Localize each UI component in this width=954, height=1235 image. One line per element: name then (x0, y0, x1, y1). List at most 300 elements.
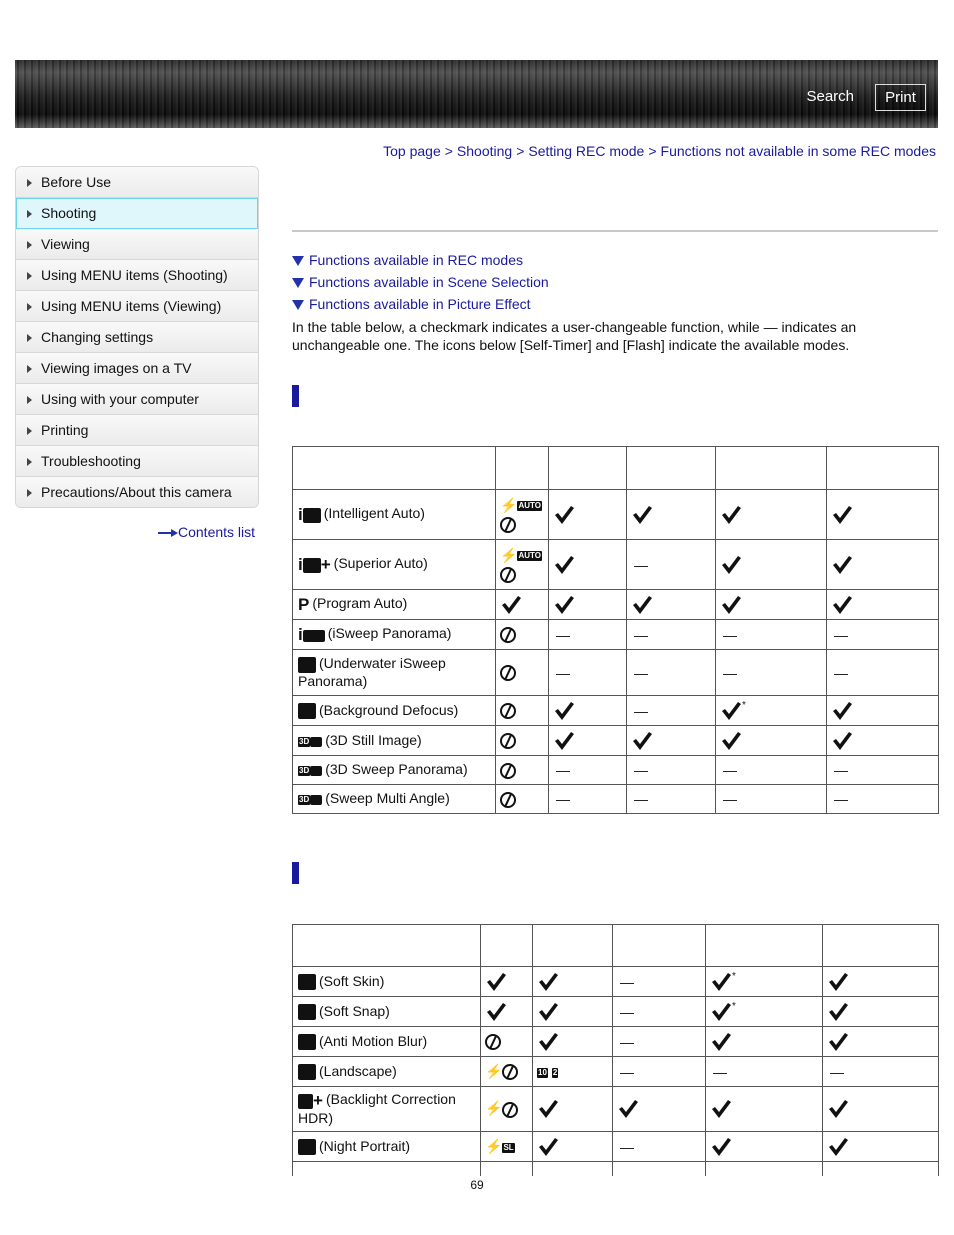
function-cell (496, 490, 549, 540)
icon-shape (303, 630, 325, 642)
sidebar-item-label: Using MENU items (Shooting) (41, 267, 228, 283)
anchor-link-rec-modes[interactable] (292, 252, 523, 268)
mode-name-cell (293, 490, 496, 540)
bolt-glyph: ⚡ (485, 1138, 503, 1155)
icon-shape (298, 1094, 313, 1109)
dash-mark: — (556, 762, 570, 778)
function-cell (613, 1027, 706, 1057)
table-row (293, 650, 939, 696)
sidebar-item-computer[interactable] (16, 384, 258, 415)
checkmark-icon (720, 594, 742, 616)
dash-mark: — (713, 1063, 727, 1080)
mode-name: (Superior Auto) (333, 555, 428, 572)
function-cell (496, 785, 549, 814)
empty-cell (481, 1162, 533, 1176)
triangle-right-icon (27, 489, 32, 497)
icon-box: 3D (299, 766, 310, 776)
search-link[interactable]: Search (806, 88, 854, 105)
icon-shape (310, 737, 322, 747)
function-cell (706, 1132, 823, 1162)
dash-mark: — (634, 702, 648, 719)
sidebar-item-menu-shooting[interactable] (16, 260, 258, 291)
sidebar-item-label: Shooting (41, 205, 97, 221)
flash-auto-icon (500, 546, 542, 565)
anchor-link-label: Functions available in Picture Effect (309, 296, 531, 312)
flash-off-icon (500, 517, 516, 533)
icon-shape (298, 657, 316, 673)
empty-cell (823, 1162, 939, 1176)
function-cell (549, 726, 627, 756)
mode-name: (Sweep Multi Angle) (325, 790, 450, 807)
triangle-right-icon (27, 303, 32, 311)
anti-motion-blur-icon (298, 1033, 316, 1050)
dash-mark: — (556, 626, 570, 643)
dash-mark: — (634, 791, 648, 807)
empty-cell (706, 1162, 823, 1176)
mode-name-cell (293, 726, 496, 756)
checkmark-icon (537, 1136, 559, 1158)
function-cell (823, 997, 939, 1027)
mode-name: (Underwater iSweep Panorama) (298, 655, 446, 689)
mode-name: (3D Still Image) (325, 731, 422, 748)
function-cell (716, 726, 827, 756)
icon-glyph: P (298, 594, 310, 614)
checkmark-icon (831, 554, 853, 576)
function-cell (627, 540, 716, 590)
contents-list-link[interactable] (158, 524, 255, 540)
function-cell (549, 696, 627, 726)
flash-off-icon (485, 1034, 501, 1050)
breadcrumb-separator: > (444, 143, 453, 159)
header-cell (827, 447, 939, 490)
checkmark-icon (720, 554, 742, 576)
dash-mark: — (634, 626, 648, 643)
header-bar (15, 60, 938, 128)
mode-name: (Intelligent Auto) (323, 505, 425, 522)
dash-mark: — (830, 1063, 844, 1080)
checkmark-icon (485, 971, 507, 993)
breadcrumb-separator: > (648, 143, 657, 159)
function-cell (706, 1027, 823, 1057)
sidebar-item-troubleshooting[interactable] (16, 446, 258, 477)
function-cell (627, 590, 716, 620)
function-cell (827, 650, 939, 696)
checkmark-icon (827, 1136, 849, 1158)
function-cell (706, 1087, 823, 1132)
sidebar-item-label: Using MENU items (Viewing) (41, 298, 222, 314)
footnote-asterisk: * (732, 1000, 736, 1012)
checkmark-icon (720, 700, 742, 722)
triangle-right-icon (27, 458, 32, 466)
triangle-right-icon (27, 334, 32, 342)
function-cell (533, 1057, 613, 1087)
function-cell (549, 620, 627, 650)
icon-shape (310, 766, 322, 776)
checkmark-icon (500, 594, 522, 616)
checkmark-icon (710, 1098, 732, 1120)
table-row (293, 620, 939, 650)
checkmark-icon (553, 504, 575, 526)
table-header-row (293, 447, 939, 490)
landscape-icon (298, 1063, 316, 1080)
header-cell (716, 447, 827, 490)
function-cell (481, 1132, 533, 1162)
mode-name: (Night Portrait) (319, 1137, 411, 1154)
function-cell (823, 1027, 939, 1057)
function-cell (533, 967, 613, 997)
self-timer-10-icon: 10 (538, 1067, 547, 1077)
dash-mark: — (634, 556, 648, 573)
dash-mark: — (620, 1033, 634, 1050)
mode-name-cell (293, 620, 496, 650)
dash-mark: — (556, 664, 570, 681)
breadcrumb-separator: > (516, 143, 525, 159)
bolt-glyph: ⚡ (500, 496, 518, 513)
self-timer-2-icon: 2 (552, 1067, 558, 1077)
function-cell (533, 1087, 613, 1132)
sidebar-item-label: Before Use (41, 174, 112, 190)
auto-label: SL (503, 1142, 514, 1152)
print-button[interactable]: Print (875, 84, 926, 111)
checkmark-icon (827, 1001, 849, 1023)
mode-name: (Soft Snap) (319, 1002, 390, 1019)
function-cell (481, 997, 533, 1027)
table-row (293, 756, 939, 785)
mode-name-cell (293, 967, 481, 997)
triangle-right-icon (27, 365, 32, 373)
dash-mark: — (834, 664, 848, 681)
table-row (293, 490, 939, 540)
function-cell (716, 756, 827, 785)
dash-mark: — (723, 791, 737, 807)
function-cell (716, 540, 827, 590)
section-heading-marker (292, 862, 299, 884)
function-cell (613, 1087, 706, 1132)
sidebar-item-shooting[interactable] (16, 198, 258, 229)
dash-mark: — (834, 762, 848, 778)
function-cell (716, 590, 827, 620)
flash-off-icon (502, 1102, 518, 1118)
function-cell (627, 490, 716, 540)
icon-shape (298, 1139, 316, 1155)
breadcrumb-current-page[interactable]: Functions not available in some REC modes (660, 143, 936, 159)
header-cell (496, 447, 549, 490)
function-cell (549, 650, 627, 696)
function-cell (496, 650, 549, 696)
flash-on-icon: ⚡ (485, 1062, 503, 1079)
function-cell (496, 726, 549, 756)
checkmark-icon (617, 1098, 639, 1120)
footnote-asterisk: * (742, 699, 746, 711)
flash-off-icon (500, 703, 516, 719)
flash-modes (500, 495, 548, 534)
function-cell (549, 756, 627, 785)
table-row (293, 785, 939, 814)
checkmark-icon (537, 1098, 559, 1120)
mode-name: (Anti Motion Blur) (319, 1032, 428, 1049)
function-cell (827, 490, 939, 540)
dash-mark: — (634, 762, 648, 778)
table-row (293, 540, 939, 590)
function-cell (613, 1057, 706, 1087)
checkmark-icon (827, 971, 849, 993)
checkmark-icon (720, 730, 742, 752)
function-cell (716, 696, 827, 726)
divider (292, 230, 938, 232)
table-row (293, 967, 939, 997)
function-cell (827, 696, 939, 726)
table-row (293, 1132, 939, 1162)
dash-mark: — (723, 626, 737, 643)
function-cell (823, 967, 939, 997)
function-cell (533, 1132, 613, 1162)
function-cell (481, 1057, 533, 1087)
checkmark-icon (831, 700, 853, 722)
header-cell (481, 925, 533, 967)
function-cell (827, 590, 939, 620)
function-cell (627, 650, 716, 696)
dash-mark: — (620, 1138, 634, 1155)
triangle-right-icon (27, 241, 32, 249)
mode-name-cell (293, 590, 496, 620)
flash-off-icon (500, 733, 516, 749)
checkmark-icon (553, 700, 575, 722)
superior-auto-icon (298, 556, 331, 574)
header-cell (533, 925, 613, 967)
checkmark-icon (710, 1136, 732, 1158)
sidebar-item-label: Changing settings (41, 329, 154, 345)
rec-modes-table (292, 446, 939, 814)
icon-box: 3D (299, 795, 310, 805)
table-row (293, 590, 939, 620)
flash-off-icon (500, 567, 516, 583)
flash-off-icon (500, 792, 516, 808)
page-number: 69 (470, 1178, 484, 1192)
intro-text: In the table below, a checkmark indicates a user-changeable function, while — indicates an unchangeable one. The icons below [Self-Timer] and [Flash] indicate the available modes. (292, 319, 857, 353)
checkmark-icon (631, 594, 653, 616)
mode-name: (iSweep Panorama) (327, 625, 452, 642)
sidebar-item-changing-settings[interactable] (16, 322, 258, 353)
function-cell (496, 696, 549, 726)
function-cell (496, 620, 549, 650)
sidebar-item-label: Precautions/About this camera (41, 484, 232, 500)
intelligent-auto-icon (298, 506, 321, 524)
sidebar-item-menu-viewing[interactable] (16, 291, 258, 322)
breadcrumb (383, 143, 936, 159)
icon-shape (298, 1004, 316, 1020)
checkmark-icon (485, 1001, 507, 1023)
3d-still-icon (298, 732, 322, 749)
checkmark-icon (631, 730, 653, 752)
function-cell (627, 756, 716, 785)
sidebar-item-viewing-tv[interactable] (16, 353, 258, 384)
function-cell (549, 540, 627, 590)
function-cell (716, 490, 827, 540)
function-cell (827, 540, 939, 590)
flash-off-icon (502, 1064, 518, 1080)
checkmark-icon (831, 594, 853, 616)
function-cell (827, 756, 939, 785)
function-cell (627, 785, 716, 814)
dash-mark: — (634, 664, 648, 681)
function-cell (496, 756, 549, 785)
isweep-panorama-icon (298, 626, 325, 644)
checkmark-icon (537, 1001, 559, 1023)
function-cell (627, 726, 716, 756)
empty-cell (533, 1162, 613, 1176)
function-cell (706, 967, 823, 997)
icon-glyph: + (320, 554, 331, 574)
mode-name-cell (293, 785, 496, 814)
triangle-right-icon (27, 396, 32, 404)
icon-shape (298, 974, 316, 990)
breadcrumb-setting-rec-mode[interactable]: Setting REC mode (528, 143, 645, 159)
table-row (293, 1162, 939, 1176)
soft-skin-icon (298, 973, 316, 990)
header-cell (293, 925, 481, 967)
dash-mark: — (723, 762, 737, 778)
triangle-right-icon (27, 179, 32, 187)
triangle-right-icon (27, 210, 32, 218)
breadcrumb-top-page[interactable]: Top page (383, 143, 441, 159)
function-cell (496, 540, 549, 590)
checkmark-icon (553, 730, 575, 752)
function-cell (823, 1087, 939, 1132)
table-row (293, 726, 939, 756)
checkmark-icon (831, 730, 853, 752)
anchor-link-scene-selection[interactable] (292, 274, 549, 290)
empty-cell (293, 1162, 481, 1176)
triangle-down-icon (292, 300, 304, 310)
header-cell (627, 447, 716, 490)
auto-label: AUTO (518, 501, 541, 511)
icon-shape (303, 558, 321, 573)
sidebar-item-printing[interactable] (16, 415, 258, 446)
checkmark-icon (710, 1001, 732, 1023)
icon-shape (298, 703, 316, 719)
function-cell (827, 785, 939, 814)
checkmark-icon (831, 504, 853, 526)
sidebar-nav (15, 166, 259, 508)
function-cell (496, 590, 549, 620)
checkmark-icon (710, 971, 732, 993)
icon-shape (303, 508, 321, 523)
mode-name-cell (293, 650, 496, 696)
checkmark-icon (827, 1031, 849, 1053)
checkmark-icon (537, 971, 559, 993)
program-auto-icon (298, 596, 309, 614)
mode-name-cell (293, 540, 496, 590)
dash-mark: — (620, 1003, 634, 1020)
function-cell (627, 696, 716, 726)
function-cell (627, 620, 716, 650)
flash-off-icon (500, 627, 516, 643)
sidebar-item-viewing[interactable] (16, 229, 258, 260)
function-cell (613, 1132, 706, 1162)
checkmark-icon (553, 594, 575, 616)
dash-mark: — (723, 664, 737, 681)
mode-name: (Soft Skin) (319, 972, 385, 989)
header-cell (706, 925, 823, 967)
function-cell (827, 726, 939, 756)
breadcrumb-shooting[interactable]: Shooting (456, 143, 513, 159)
icon-box: 3D (299, 736, 310, 746)
flash-auto-icon (500, 496, 542, 515)
bolt-glyph: ⚡ (500, 546, 518, 563)
function-cell (481, 967, 533, 997)
function-cell (706, 997, 823, 1027)
contents-list-label: Contents list (178, 524, 256, 540)
flash-modes (500, 545, 548, 584)
mode-name-cell (293, 997, 481, 1027)
triangle-right-icon (27, 272, 32, 280)
icon-glyph: + (313, 1090, 323, 1110)
header-cell (613, 925, 706, 967)
mode-name-cell (293, 1027, 481, 1057)
auto-label: AUTO (518, 551, 541, 561)
icon-shape (298, 1034, 316, 1050)
underwater-isweep-icon (298, 656, 316, 673)
mode-name-cell (293, 1132, 481, 1162)
table-row (293, 997, 939, 1027)
soft-snap-icon (298, 1003, 316, 1020)
3d-sweep-icon (298, 762, 322, 779)
sidebar-item-label: Viewing images on a TV (41, 360, 192, 376)
icon-glyph: i (298, 554, 303, 574)
sidebar-item-label: Printing (41, 422, 89, 438)
mode-name: (Program Auto) (312, 595, 408, 612)
mode-name: (Background Defocus) (319, 701, 459, 718)
function-cell (716, 650, 827, 696)
checkmark-icon (537, 1031, 559, 1053)
function-cell (533, 1027, 613, 1057)
mode-name-cell (293, 1087, 481, 1132)
sidebar-item-before-use[interactable] (16, 167, 258, 198)
checkmark-icon (710, 1031, 732, 1053)
function-cell (613, 967, 706, 997)
sidebar-item-label: Troubleshooting (41, 453, 141, 469)
anchor-link-label: Functions available in REC modes (309, 252, 523, 268)
flash-on-icon: ⚡ (485, 1100, 503, 1117)
flash-off-icon (500, 763, 516, 779)
background-defocus-icon (298, 702, 316, 719)
function-cell (716, 785, 827, 814)
function-cell (481, 1087, 533, 1132)
table-row (293, 1087, 939, 1132)
sidebar-item-precautions[interactable] (16, 477, 258, 507)
header-cell (293, 447, 496, 490)
table-row (293, 1027, 939, 1057)
icon-shape (298, 1064, 316, 1080)
table-header-row (293, 925, 939, 967)
sidebar-item-label: Using with your computer (41, 391, 199, 407)
function-cell (533, 997, 613, 1027)
dash-mark: — (556, 791, 570, 807)
mode-name: (3D Sweep Panorama) (325, 761, 468, 778)
function-cell (823, 1057, 939, 1087)
triangle-down-icon (292, 278, 304, 288)
scene-selection-table (292, 924, 939, 1176)
sweep-multi-angle-icon (298, 791, 322, 808)
function-cell (613, 997, 706, 1027)
icon-shape (310, 795, 322, 805)
header-cell (549, 447, 627, 490)
empty-cell (613, 1162, 706, 1176)
function-cell (549, 590, 627, 620)
mode-name: (Landscape) (319, 1062, 397, 1079)
anchor-link-picture-effect[interactable] (292, 296, 531, 312)
triangle-right-icon (27, 427, 32, 435)
